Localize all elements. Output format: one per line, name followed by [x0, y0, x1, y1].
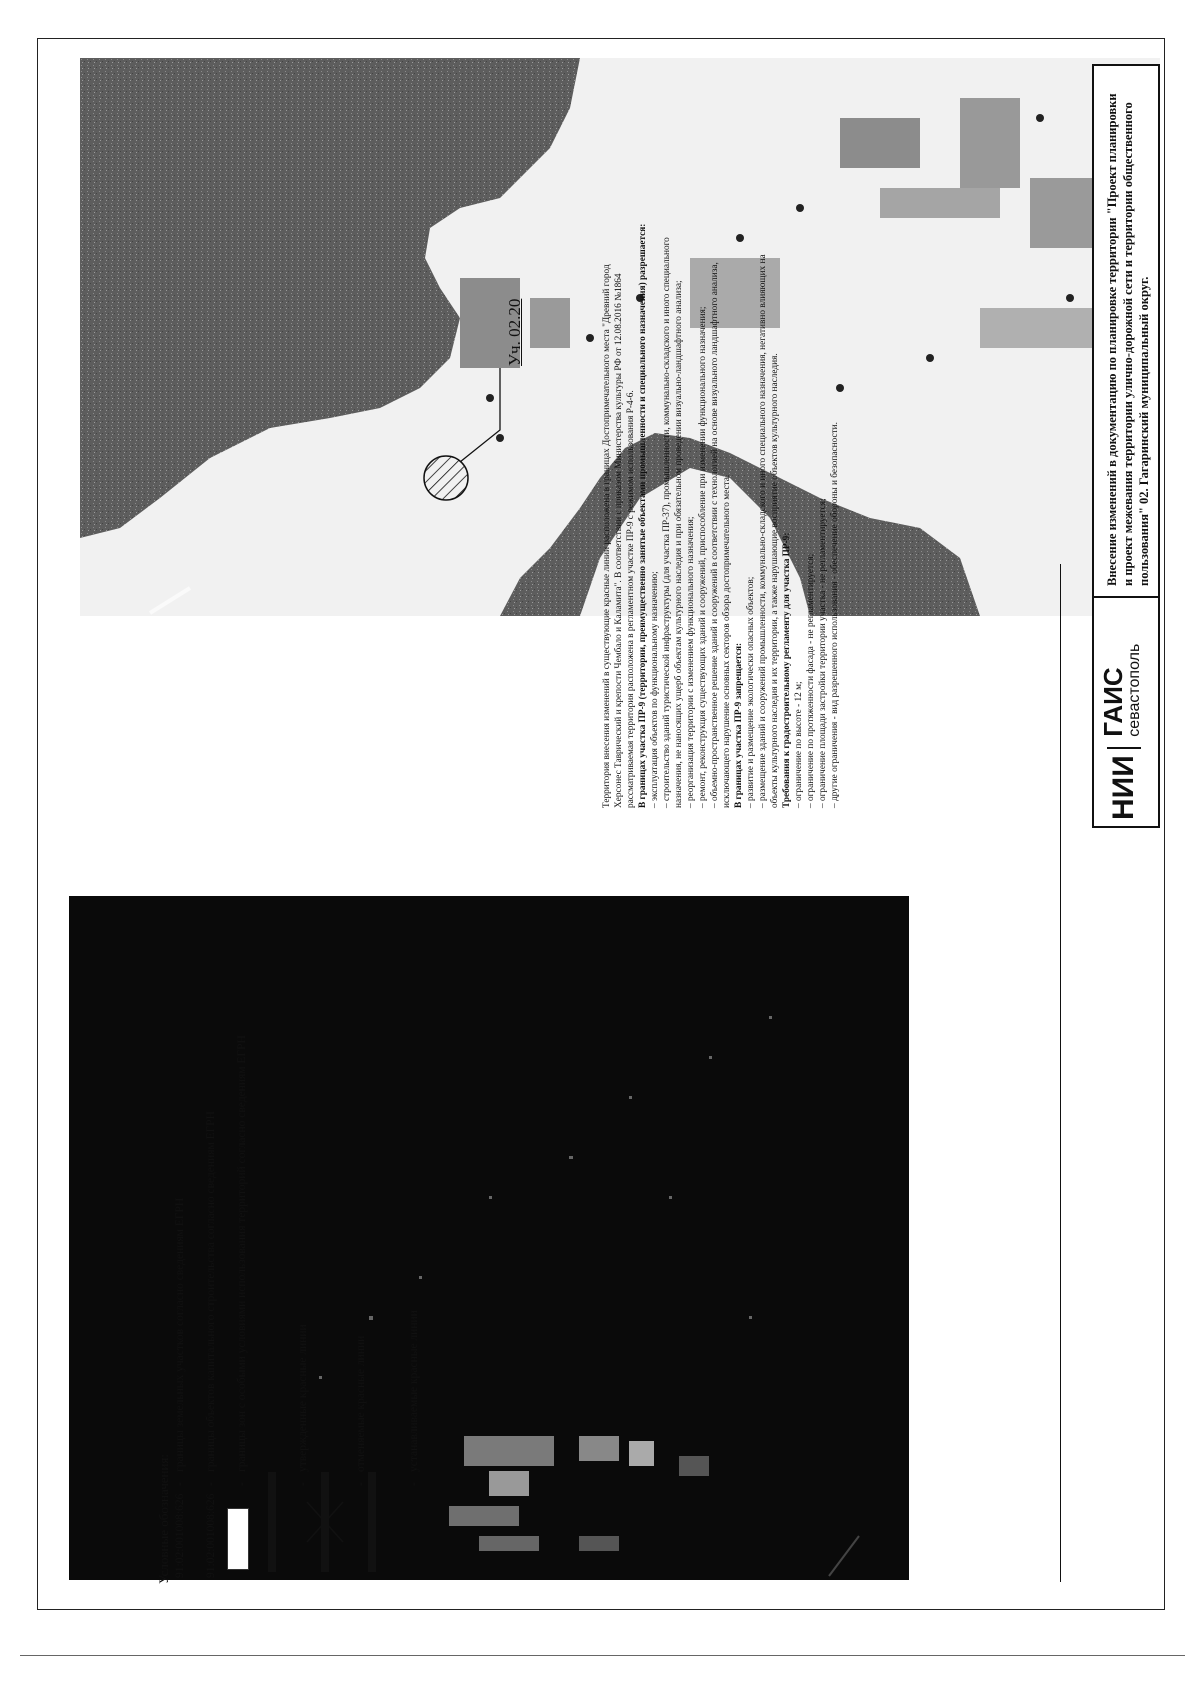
note-line: Территория внесения изменений в существующие красные линии расположена в границах Достопримечательного места "Древний город — [602, 264, 612, 808]
legend-label-approved-lines: утвержденные красные линии — [297, 1324, 309, 1472]
legend-sample-parcel: 91:02:001008:626 — [174, 1493, 186, 1578]
note-line: – эксплуатация объектов по функциональному назначению; — [650, 571, 660, 808]
legend-dash: - — [174, 1482, 186, 1486]
note-line: рассматриваемая территория расположена в регламентном участке ПР-9 с режимом использования Р-4-6. — [626, 390, 636, 808]
legend-dash: - — [236, 1482, 248, 1486]
note-line: В границах участка ПР-9 (территории, преимущественно занятые объектами промышленности и специального назначения) разрешается: — [638, 223, 648, 808]
road-strip — [880, 188, 1000, 218]
road-strip — [980, 308, 1100, 348]
note-line: объекты культурного наследия и их территории, а также нарушающие восприятие объектов культурного наследия. — [770, 353, 780, 808]
legend-symbol-approved-lines — [268, 1472, 276, 1572]
building-block — [960, 98, 1020, 188]
note-line: – размещение зданий и сооружений промышленности, коммунально-складского и иного специального назначения, негативно влияющих на — [758, 254, 768, 808]
legend-symbol-new-lines — [368, 1472, 376, 1572]
legend-dash: - — [408, 1482, 420, 1486]
title-block-divider — [1060, 564, 1061, 1582]
legend-symbol-cancelled-lines — [305, 1472, 345, 1572]
logo-city: севастополь — [1126, 643, 1143, 737]
logo-content — [1098, 643, 1146, 820]
satellite-graphic — [69, 896, 909, 1580]
note-line: назначения, не наносящих ущерб объектам культурного наследия и при обязательном проведении визуально-ландшафтного анализа; — [674, 280, 684, 808]
note-line: – ограничение площади застройки территории участка - не регламентируется; — [818, 498, 828, 808]
title-line: пользования" 02. Гагаринский муниципальный округ. — [1137, 276, 1151, 586]
note-line: – реорганизация территории с изменением функционального назначения; — [686, 516, 696, 808]
legend-dash: - — [355, 1482, 367, 1486]
sheet-bottom-edge — [20, 1655, 1185, 1656]
legend-label-zones: границы зон с особыми условиями использования территорий согласно сведениям ЕГРН — [236, 1035, 248, 1472]
note-line: – ограничение по протяженности фасада - не регламентируется; — [806, 553, 816, 808]
note-line: исключающего нарушение основных секторов обзора достопримечательного места. — [722, 474, 732, 808]
legend-label-cancelled-lines: отменяемые красные линии — [355, 1335, 367, 1472]
legend-symbol-zones — [227, 1508, 249, 1570]
note-line: – ремонт, реконструкция существующих зданий и сооружений, приспособление при изменении функционального назначения; — [698, 306, 708, 808]
legend-dash: - — [205, 1482, 217, 1486]
title-block — [1092, 64, 1160, 598]
legend-label-new-lines: устанавливаемые красные линии — [408, 1310, 420, 1472]
company-logo — [1092, 596, 1160, 828]
note-line: – ограничение по высоте - 12 м; — [794, 681, 804, 808]
title-line: Внесение изменений в документацию по планировке территории "Проект планировки — [1105, 93, 1119, 586]
satellite-image — [69, 896, 909, 1580]
note-line: Херсонес Таврический и крепости Чембало и Каламита". В соответствии с приказом Министерства культуры РФ от 12.08.2016 №1864 — [614, 273, 624, 808]
note-line: – другие ограничения - вид разрешенного использования - обеспечение обороны и безопасности. — [830, 422, 840, 808]
building-block — [530, 298, 570, 348]
note-line: – объемно-пространственное решение зданий и сооружений в соответствии с технологией на основе визуального ландшафтного анализа, — [710, 262, 720, 808]
legend-dash: - — [297, 1482, 309, 1486]
legend-title: Условные обозначения: — [156, 1453, 171, 1584]
legend-label-buildings: границы объектов капитального строительства согласно сведениям ЕГРН — [205, 1111, 217, 1472]
logo-nii: НИИ — [1107, 747, 1141, 820]
note-line: – строительство зданий туристической инфраструктуры (для участка ПР-37), промышленности, коммунально-складского и иного специального — [662, 237, 672, 808]
parcel-02-20-marker — [424, 456, 468, 500]
note-line: Требования к градостроительному регламенту для участка ПР-9: — [782, 532, 792, 808]
title-line: и проект межевания территории улично-дорожной сети и территории общественного — [1121, 102, 1135, 586]
note-line: – развитие и размещение экологически опасных объектов; — [746, 576, 756, 808]
building-block — [840, 118, 920, 168]
logo-gais: ГАИС — [1098, 667, 1128, 737]
title-block-text — [1104, 93, 1152, 586]
parcel-label: Уч. 02.20 — [505, 298, 524, 366]
note-line: В границах участка ПР-9 запрещается: — [734, 642, 744, 808]
notes-block — [601, 48, 841, 808]
legend-label-parcels: границы земельных участков согласно сведениям ЕГРН — [174, 1197, 186, 1472]
legend-sample-building: 91:02:001008:626 — [205, 1493, 217, 1578]
